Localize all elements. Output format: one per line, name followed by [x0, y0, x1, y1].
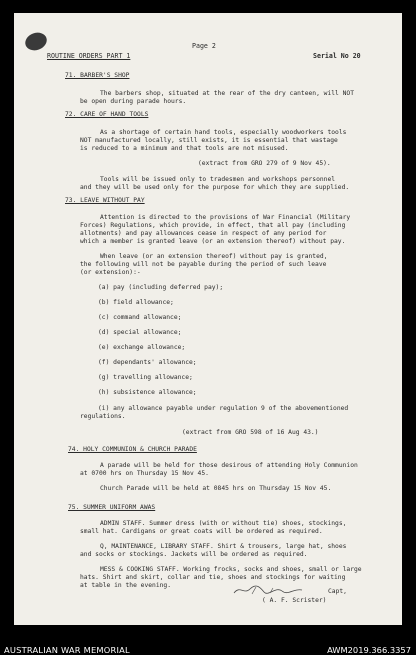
- section-72-line: and they will be used only for the purpose for which they are supplied.: [80, 184, 350, 191]
- section-75-line: small hat. Cardigans or great coats will be ordered as required.: [80, 528, 323, 535]
- section-72-line: is reduced to a minimum and that tools are not misused.: [80, 145, 289, 152]
- section-72-line: Tools will be issued only to tradesmen and workshops personnel: [100, 176, 336, 183]
- section-72-line: As a shortage of certain hand tools, especially woodworkers tools: [100, 129, 347, 136]
- section-73-line: When leave (or an extension thereof) without pay is granted,: [100, 253, 328, 260]
- list-item: (a) pay (including deferred pay);: [98, 284, 224, 291]
- list-item: (f) dependants' allowance;: [98, 359, 197, 366]
- section-75-line: ADMIN STAFF. Summer dress (with or without tie) shoes, stockings,: [100, 520, 347, 527]
- list-item: (g) travelling allowance;: [98, 374, 193, 381]
- orders-title: ROUTINE ORDERS PART 1: [47, 52, 131, 60]
- section-73-line: Attention is directed to the provisions of War Financial (Military: [100, 214, 351, 221]
- section-75-line: hats. Shirt and skirt, collar and tie, shoes and stockings for waiting: [80, 574, 346, 581]
- section-73-line: Forces) Regulations, which provide, in effect, that all pay (including: [80, 222, 346, 229]
- section-73-line: which a member is granted leave (or an extension thereof) without pay.: [80, 238, 346, 245]
- institution-label: AUSTRALIAN WAR MEMORIAL: [4, 645, 130, 655]
- list-item: (b) field allowance;: [98, 299, 174, 306]
- signature-rank: Capt,: [328, 588, 347, 595]
- section-74-line: at 0700 hrs on Thursday 15 Nov 45.: [80, 470, 209, 477]
- section-71-line: be open during parade hours.: [80, 98, 187, 105]
- section-72-extract: (extract from GRO 279 of 9 Nov 45).: [198, 160, 331, 167]
- list-item: (h) subsistence allowance;: [98, 389, 197, 396]
- list-item: (c) command allowance;: [98, 314, 182, 321]
- section-74-line: A parade will be held for those desirous of attending Holy Communion: [100, 462, 358, 469]
- section-71-line: The barbers shop, situated at the rear of the dry canteen, will NOT: [100, 90, 355, 97]
- serial-number: Serial No 20: [313, 52, 361, 60]
- signature-name: ( A. F. Scrister): [262, 597, 327, 604]
- section-73-extract: (extract from GRO 598 of 16 Aug 43.): [182, 429, 319, 436]
- section-72-line: NOT manufactured locally, still exists, it is essential that wastage: [80, 137, 338, 144]
- handwritten-signature: [232, 583, 304, 597]
- section-73-heading: 73. LEAVE WITHOUT PAY: [65, 197, 145, 204]
- list-item: (i) any allowance payable under regulation 9 of the abovementioned: [98, 405, 349, 412]
- section-73-line: the following will not be payable during the period of such leave: [80, 261, 327, 268]
- section-75-line: at table in the evening.: [80, 582, 171, 589]
- section-73-line: allotments) and pay allowances cease in respect of any period for: [80, 230, 327, 237]
- section-75-line: MESS & COOKING STAFF. Working frocks, socks and shoes, small or large: [100, 566, 362, 573]
- section-75-line: and socks or stockings. Jackets will be ordered as required.: [80, 551, 308, 558]
- section-72-heading: 72. CARE OF HAND TOOLS: [65, 111, 149, 118]
- section-75-line: Q, MAINTENANCE, LIBRARY STAFF. Shirt & trousers, large hat, shoes: [100, 543, 347, 550]
- page-number: Page 2: [192, 42, 216, 50]
- section-75-heading: 75. SUMMER UNIFORM AWAS: [68, 504, 156, 511]
- list-item: (d) special allowance;: [98, 329, 182, 336]
- section-74-heading: 74. HOLY COMMUNION & CHURCH PARADE: [68, 446, 197, 453]
- list-item: (e) exchange allowance;: [98, 344, 186, 351]
- section-71-heading: 71. BARBER'S SHOP: [65, 72, 130, 79]
- section-74-line: Church Parade will be held at 0845 hrs on Thursday 15 Nov 45.: [100, 485, 332, 492]
- accession-number: AWM2019.366.3357: [327, 645, 411, 655]
- section-73-line: (or extension):-: [80, 269, 141, 276]
- list-item: regulations.: [80, 413, 126, 420]
